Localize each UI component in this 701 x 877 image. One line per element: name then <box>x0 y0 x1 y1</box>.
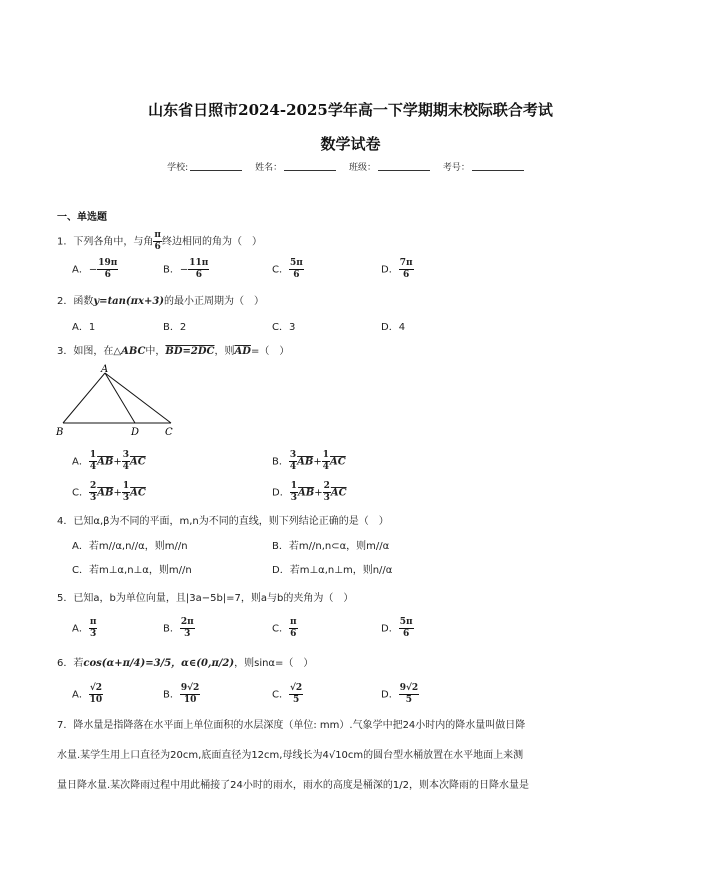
frac-den: 3 <box>290 493 297 503</box>
option-label: D． <box>381 623 399 635</box>
option-frac <box>399 683 419 706</box>
q3-option-b[interactable] <box>272 450 346 473</box>
option-frac <box>89 617 98 640</box>
exam-title: 山东省日照市2024-2025学年高一下学期期末校际联合考试 <box>148 101 553 119</box>
option-sign: − <box>88 264 98 276</box>
option-label: B． <box>163 264 180 276</box>
q4-option-a[interactable] <box>72 537 188 552</box>
frac-num: 2 <box>323 481 330 491</box>
frac-den: 5 <box>405 695 413 705</box>
q1-prefix: 1．下列各角中，与角 <box>57 236 154 248</box>
frac-num: π <box>289 617 297 627</box>
q3-ad: $\overline{AD}$ <box>234 346 251 357</box>
frac-num: 5π <box>289 258 303 268</box>
frac-1 <box>89 481 97 504</box>
frac-2 <box>323 481 331 504</box>
q6-option-b[interactable] <box>163 683 200 706</box>
option-label: A． <box>72 322 89 333</box>
frac-den: 3 <box>323 493 330 503</box>
q6-prefix: 6．若 <box>57 658 84 669</box>
q1-option-b[interactable] <box>163 258 209 281</box>
frac-1 <box>290 481 298 504</box>
edge-ac <box>105 373 171 423</box>
question-4: 4．已知α,β为不同的平面，m,n为不同的直线，则下列结论正确的是（ ） <box>57 516 389 527</box>
frac-1 <box>89 450 97 473</box>
option-sign: − <box>179 264 189 276</box>
option-text: 若m⊥α,n⊥m，则n//α <box>289 565 393 576</box>
q1-option-a[interactable] <box>72 258 118 281</box>
frac-den: 3 <box>90 629 97 639</box>
frac-den: 4 <box>89 462 97 472</box>
edge-ad <box>105 373 135 423</box>
question-1 <box>57 230 262 253</box>
q2-prefix: 2．函数 <box>57 296 94 307</box>
q5-option-a[interactable] <box>72 617 97 640</box>
label-a: A <box>101 364 109 375</box>
frac-den: 6 <box>403 629 410 639</box>
class-blank <box>378 161 430 171</box>
frac-den: 6 <box>293 270 300 280</box>
frac-2 <box>322 450 330 473</box>
frac-den: 6 <box>104 270 111 280</box>
school-label: 学校: <box>167 163 189 173</box>
q2-option-b[interactable] <box>163 318 186 333</box>
option-frac <box>180 617 195 640</box>
vec-1: $\overline{AB}$ <box>97 487 114 499</box>
option-label: C． <box>272 264 289 276</box>
option-label: C． <box>272 322 289 333</box>
option-label: B． <box>163 322 180 333</box>
q2-suffix: 的最小正周期为（ ） <box>164 296 265 307</box>
option-label: A． <box>72 623 89 635</box>
q6-option-a[interactable] <box>72 683 103 706</box>
q6-option-c[interactable] <box>272 683 303 706</box>
option-text: 若m//α,n//α，则m//n <box>88 541 188 552</box>
frac-den: 5 <box>292 695 300 705</box>
number-label: 考号： <box>442 163 470 173</box>
q5-option-d[interactable] <box>381 617 414 640</box>
q4-option-c[interactable] <box>72 561 192 576</box>
q1-option-d[interactable] <box>381 258 414 281</box>
option-frac <box>289 617 298 640</box>
option-label: C． <box>72 565 89 576</box>
option-text: 1 <box>88 322 96 333</box>
q2-option-c[interactable] <box>272 318 295 333</box>
q3-mid: 中， <box>145 346 166 357</box>
option-text: 若m//n,n⊂α，则m//α <box>288 541 390 552</box>
q3-option-d[interactable] <box>272 481 347 504</box>
option-label: B． <box>272 541 289 552</box>
option-text: 2 <box>179 322 187 333</box>
frac-den: 3 <box>184 629 191 639</box>
edge-ab <box>63 373 105 423</box>
frac-2 <box>122 481 130 504</box>
frac-num: 2π <box>180 617 194 627</box>
op: + <box>113 487 122 499</box>
op: + <box>313 456 322 468</box>
option-frac <box>399 617 414 640</box>
option-label: C． <box>272 623 289 635</box>
option-label: A． <box>72 541 89 552</box>
q3-option-a[interactable] <box>72 450 146 473</box>
frac-num: 1 <box>122 481 130 491</box>
frac-2 <box>122 450 130 473</box>
option-frac <box>289 258 304 281</box>
vec-1: $\overline{AB}$ <box>297 456 314 468</box>
q3-option-c[interactable] <box>72 481 146 504</box>
option-text: 若m⊥α,n⊥α，则m//n <box>88 565 192 576</box>
q3-suffix: =（ ） <box>250 346 290 357</box>
frac-num: √2 <box>89 683 103 693</box>
frac-num: π <box>154 230 161 240</box>
frac-num: 11π <box>189 258 209 268</box>
vec-2: $\overline{AC}$ <box>330 456 346 468</box>
frac-den: 10 <box>183 695 197 705</box>
school-blank <box>190 161 242 171</box>
triangle-figure <box>55 363 185 438</box>
frac-den: 3 <box>89 493 97 503</box>
option-label: D． <box>381 264 399 276</box>
frac-num: π <box>89 617 97 627</box>
q3-mid2: ，则 <box>214 346 235 357</box>
option-label: D． <box>272 487 290 499</box>
frac-den: 6 <box>195 270 202 280</box>
frac-num: 7π <box>399 258 413 268</box>
vec-2: $\overline{AC}$ <box>129 456 146 468</box>
frac-den: 4 <box>122 462 129 472</box>
label-b: B <box>56 427 64 438</box>
option-text: 4 <box>398 322 406 333</box>
option-label: B． <box>163 623 180 635</box>
frac-num: 2 <box>89 481 97 491</box>
vec-1: $\overline{AB}$ <box>297 487 315 499</box>
option-frac <box>180 683 200 706</box>
label-d: D <box>131 427 140 438</box>
frac-num: 1 <box>322 450 330 460</box>
vec-1: $\overline{AB}$ <box>97 456 114 468</box>
op: + <box>314 487 323 499</box>
class-label: 班级： <box>348 163 376 173</box>
option-label: C． <box>272 689 289 701</box>
option-label: D． <box>381 322 399 333</box>
q2-option-a[interactable] <box>72 318 95 333</box>
frac-den: 4 <box>322 462 330 472</box>
frac-num: 9√2 <box>399 683 419 693</box>
frac-den: 3 <box>122 493 130 503</box>
q5-option-c[interactable] <box>272 617 298 640</box>
frac-den: 10 <box>89 695 103 705</box>
student-info-row <box>0 160 701 173</box>
question-7-line-3: 量日降水量.某次降雨过程中用此桶接了24小时的雨水，雨水的高度是桶深的1/2，则本次降雨的日降水量是 <box>57 780 529 791</box>
frac-den: 6 <box>403 270 410 280</box>
frac-num: 3 <box>289 450 297 460</box>
option-label: C． <box>72 487 89 499</box>
vec-2: $\overline{AC}$ <box>130 487 146 499</box>
q3-prefix: 3．如图，在 <box>57 346 114 357</box>
frac-num: 9√2 <box>180 683 200 693</box>
question-3 <box>57 342 289 357</box>
option-frac <box>89 683 103 706</box>
frac-den: 6 <box>154 242 161 252</box>
name-blank <box>284 161 336 171</box>
frac-num: 1 <box>89 450 97 460</box>
q4-option-d[interactable] <box>272 561 392 576</box>
q5-option-b[interactable] <box>163 617 195 640</box>
vec-2: $\overline{AC}$ <box>330 487 347 499</box>
q1-option-c[interactable] <box>272 258 304 281</box>
frac-num: √2 <box>289 683 303 693</box>
q4-option-b[interactable] <box>272 537 389 552</box>
q1-suffix: 终边相同的角为（ ） <box>161 236 262 248</box>
option-frac <box>97 258 118 281</box>
option-label: B． <box>272 456 289 468</box>
q6-expr: cos(α+π/4)=3/5，α∈(0,π/2) <box>83 658 235 669</box>
option-label: D． <box>272 565 290 576</box>
section-heading: 一、单选题 <box>57 212 107 223</box>
frac-den: 4 <box>289 462 297 472</box>
q3-triangle: △ABC <box>113 346 146 357</box>
option-label: A． <box>72 689 89 701</box>
frac-den: 6 <box>290 629 297 639</box>
option-frac <box>289 683 303 706</box>
q2-expr: y=tan(πx+3) <box>93 296 165 307</box>
q1-frac <box>153 230 162 253</box>
question-6 <box>57 654 313 669</box>
question-7-line-1: 7．降水量是指降落在水平面上单位面积的水层深度（单位: mm）.气象学中把24小时内的降水量叫做日降 <box>57 720 526 731</box>
option-label: A． <box>72 456 89 468</box>
frac-num: 3 <box>122 450 129 460</box>
name-label: 姓名： <box>255 163 283 173</box>
question-2 <box>57 292 264 307</box>
op: + <box>113 456 122 468</box>
frac-num: 5π <box>399 617 413 627</box>
frac-1 <box>289 450 297 473</box>
q3-eq: BD=2DC <box>165 346 215 357</box>
frac-num: 1 <box>290 481 297 491</box>
option-frac <box>399 258 414 281</box>
q6-option-d[interactable] <box>381 683 419 706</box>
option-label: A． <box>72 264 89 276</box>
question-5: 5．已知a，b为单位向量，且|3a−5b|=7，则a与b的夹角为（ ） <box>57 593 354 604</box>
question-7-line-2: 水量.某学生用上口直径为20cm,底面直径为12cm,母线长为4√10cm的圆台型水桶放置在水平地面上来测 <box>57 750 524 761</box>
frac-num: 19π <box>98 258 118 268</box>
option-text: 3 <box>288 322 296 333</box>
option-label: B． <box>163 689 180 701</box>
q2-option-d[interactable] <box>381 318 405 333</box>
number-blank <box>472 161 524 171</box>
label-c: C <box>165 427 173 438</box>
option-frac <box>188 258 209 281</box>
q6-suffix: ，则sinα=（ ） <box>234 658 314 669</box>
option-label: D． <box>381 689 399 701</box>
exam-subtitle: 数学试卷 <box>320 135 381 153</box>
